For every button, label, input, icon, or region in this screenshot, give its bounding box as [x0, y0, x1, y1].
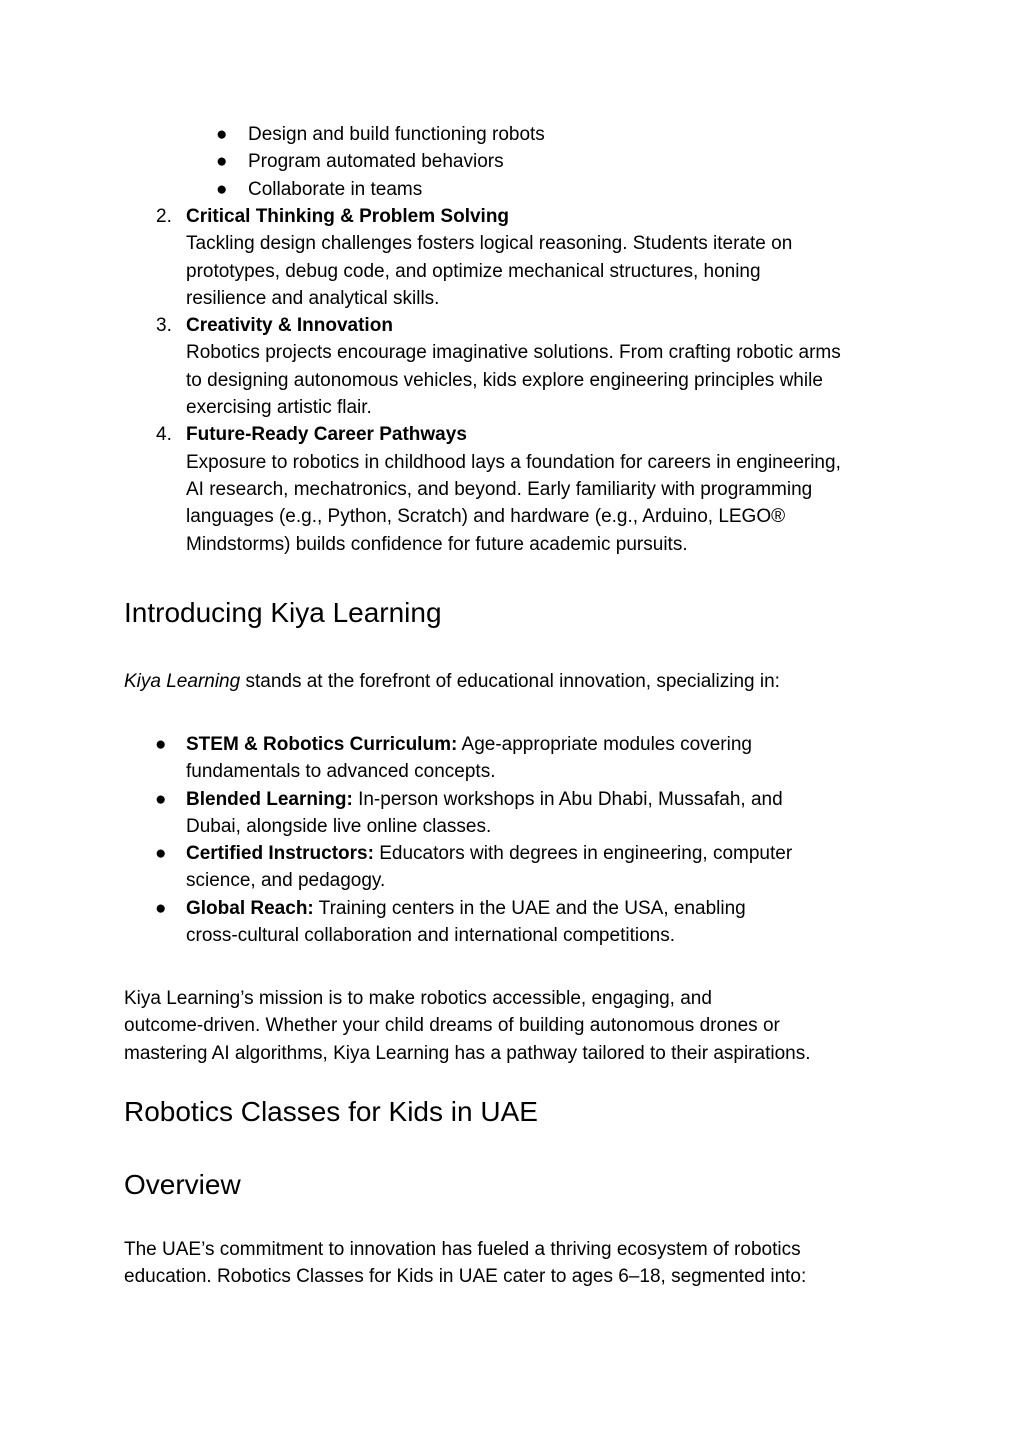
list-item: ● Global Reach: Training centers in the UAE and the USA, enabling cross-cultural collaboration and international competitions.: [124, 895, 792, 950]
list-number: 3.: [156, 315, 172, 337]
item-body: Exposure to robotics in childhood lays a foundation for careers in engineering, AI research, mechatronics, and beyond. Early familiarity with programming languages (e.g., Python, Scratch) and hardware (e.g., Arduino, LEGO® Mindstorms) builds confidence for future academic pursuits.: [186, 451, 841, 555]
list-item: [124, 203, 841, 312]
brand-name-italic: Kiya Learning: [124, 671, 241, 692]
list-item: ● Collaborate in teams: [216, 176, 545, 203]
feature-label: Blended Learning:: [186, 788, 353, 810]
section-heading-kiya: Introducing Kiya Learning: [124, 597, 442, 628]
item-body: Robotics projects encourage imaginative solutions. From crafting robotic arms to designing autonomous vehicles, kids explore engineering principles while exercising artistic flair.: [186, 342, 841, 419]
item-title: Creativity & Innovation: [186, 315, 393, 337]
bullet-icon: ●: [216, 151, 228, 173]
list-item: ● Blended Learning: In-person workshops in Abu Dhabi, Mussafah, and Dubai, alongside live online classes.: [124, 786, 792, 841]
overview-paragraph: The UAE’s commitment to innovation has fueled a thriving ecosystem of robotics education. Robotics Classes for Kids in UAE cater to ages 6–18, segmented into:: [124, 1239, 807, 1288]
item-title: Critical Thinking & Problem Solving: [186, 206, 510, 227]
feature-label: STEM & Robotics Curriculum:: [186, 734, 458, 755]
bullet-icon: ●: [155, 897, 167, 919]
section-heading-uae: Robotics Classes for Kids in UAE: [124, 1096, 538, 1127]
list-item: [124, 421, 841, 557]
list-item: ● Program automated behaviors: [216, 148, 545, 175]
list-item: ● STEM & Robotics Curriculum: Age-appropriate modules covering fundamentals to advanced concepts.: [124, 731, 792, 786]
numbered-list: [124, 203, 841, 558]
item-body: Tackling design challenges fosters logical reasoning. Students iterate on prototypes, debug code, and optimize mechanical structures, honing resilience and analytical skills.: [186, 233, 793, 309]
sub-bullet-list: [216, 121, 545, 203]
item-title: Future-Ready Career Pathways: [186, 424, 467, 446]
feature-list: [124, 731, 792, 949]
bullet-icon: ●: [216, 178, 228, 200]
kiya-intro: Kiya Learning stands at the forefront of educational innovation, specializing in:: [124, 671, 780, 692]
bullet-icon: ●: [155, 788, 167, 810]
mission-paragraph: Kiya Learning’s mission is to make robotics accessible, engaging, and outcome-driven. Whether your child dreams of building autonomous drones or mastering AI algorithms, Kiya Learning has a pathway tailored to their aspirations.: [124, 988, 811, 1064]
list-item: ● Design and build functioning robots: [216, 121, 545, 148]
list-number: 4.: [156, 424, 172, 446]
feature-label: Certified Instructors:: [186, 843, 374, 865]
list-item: [124, 312, 841, 421]
bullet-icon: ●: [216, 124, 228, 145]
bullet-icon: ●: [155, 843, 167, 865]
subheading-overview: Overview: [124, 1169, 241, 1200]
list-number: 2.: [156, 206, 172, 227]
list-item: ● Certified Instructors: Educators with degrees in engineering, computer science, and pedagogy.: [124, 840, 792, 895]
bullet-icon: ●: [155, 734, 167, 755]
feature-label: Global Reach:: [186, 897, 314, 919]
